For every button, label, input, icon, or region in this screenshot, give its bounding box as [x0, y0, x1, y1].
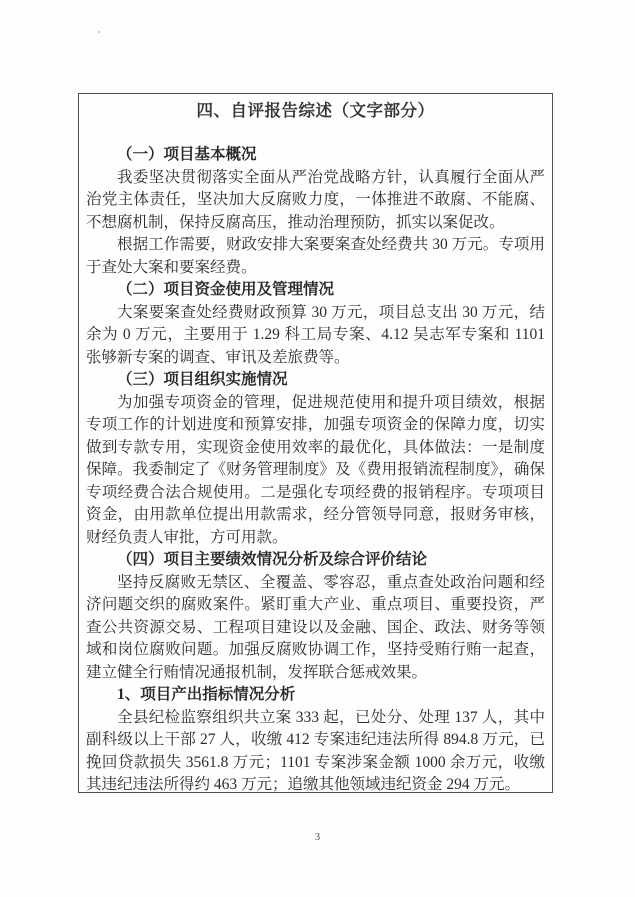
section-1-paragraph-2: 根据工作需要，财政安排大案要案查处经费共 30 万元。专项用于查处大案和要案经费。 [86, 236, 545, 276]
section-4-paragraph-1: 坚持反腐败无禁区、全覆盖、零容忍，重点查处政治问题和经济问题交织的腐败案件。紧盯重大产业、重点项目、重要投资，严查公共资源交易、工程项目建设以及金融、国企、政法、财务等领域和岗位腐败问题。加强反腐败协调工作，坚持受贿行贿一起查，建立健全行贿情况通报机制，发挥联合惩戒效果。 [86, 573, 545, 681]
report-title: 四、自评报告综述（文字部分） [196, 102, 435, 120]
scan-artifact-speck [98, 31, 100, 33]
section-4-heading: （四）项目主要绩效情况分析及综合评价结论 [117, 551, 428, 568]
section-4-subsection-1-paragraph-1: 全县纪检监察组织共立案 333 起，已处分、处理 137 人，其中副科级以上干部 27 人，收缴 412 专案违纪违法所得 894.8 万元，已挽回贷款损失 3561.8 万元；1101 专案涉案金额 1000 余万元，收缴其违纪违法所得约 463 万元；追缴其他领域违纪资金 294 万元。 [86, 708, 545, 793]
page-number: 3 [314, 832, 321, 843]
section-2-heading: （二）项目资金使用及管理情况 [117, 281, 335, 298]
section-3-paragraph-1: 为加强专项资金的管理，促进规范使用和提升项目绩效，根据专项工作的计划进度和预算安排，加强专项资金的保障力度，切实做到专款专用，实现资金使用效率的最优化，具体做法：一是制度保障。我委制定了《财务管理制度》及《费用报销流程制度》，确保专项经费合法合规使用。二是强化专项经费的报销程序。专项项目资金，由用款单位提出用款需求，经分管领导同意，报财务审核，财经负责人审批，方可用款。 [86, 393, 545, 546]
section-1-paragraph-1: 我委坚决贯彻落实全面从严治党战略方针，认真履行全面从严治党主体责任，坚决加大反腐败力度，一体推进不敢腐、不能腐、不想腐机制，保持反腐高压，推动治理预防，抓实以案促改。 [86, 168, 545, 231]
section-2-paragraph-1: 大案要案查处经费财政预算 30 万元，项目总支出 30 万元，结余为 0 万元，主要用于 1.29 科工局专案、4.12 吴志军专案和 1101 张够新专案的调查、审讯及差旅费等。 [86, 303, 545, 366]
report-border-box [78, 93, 553, 793]
section-4-subsection-1-heading: 1、项目产出指标情况分析 [117, 686, 296, 703]
section-3-heading: （三）项目组织实施情况 [117, 371, 288, 388]
section-1-heading: （一）项目基本概况 [117, 146, 257, 163]
